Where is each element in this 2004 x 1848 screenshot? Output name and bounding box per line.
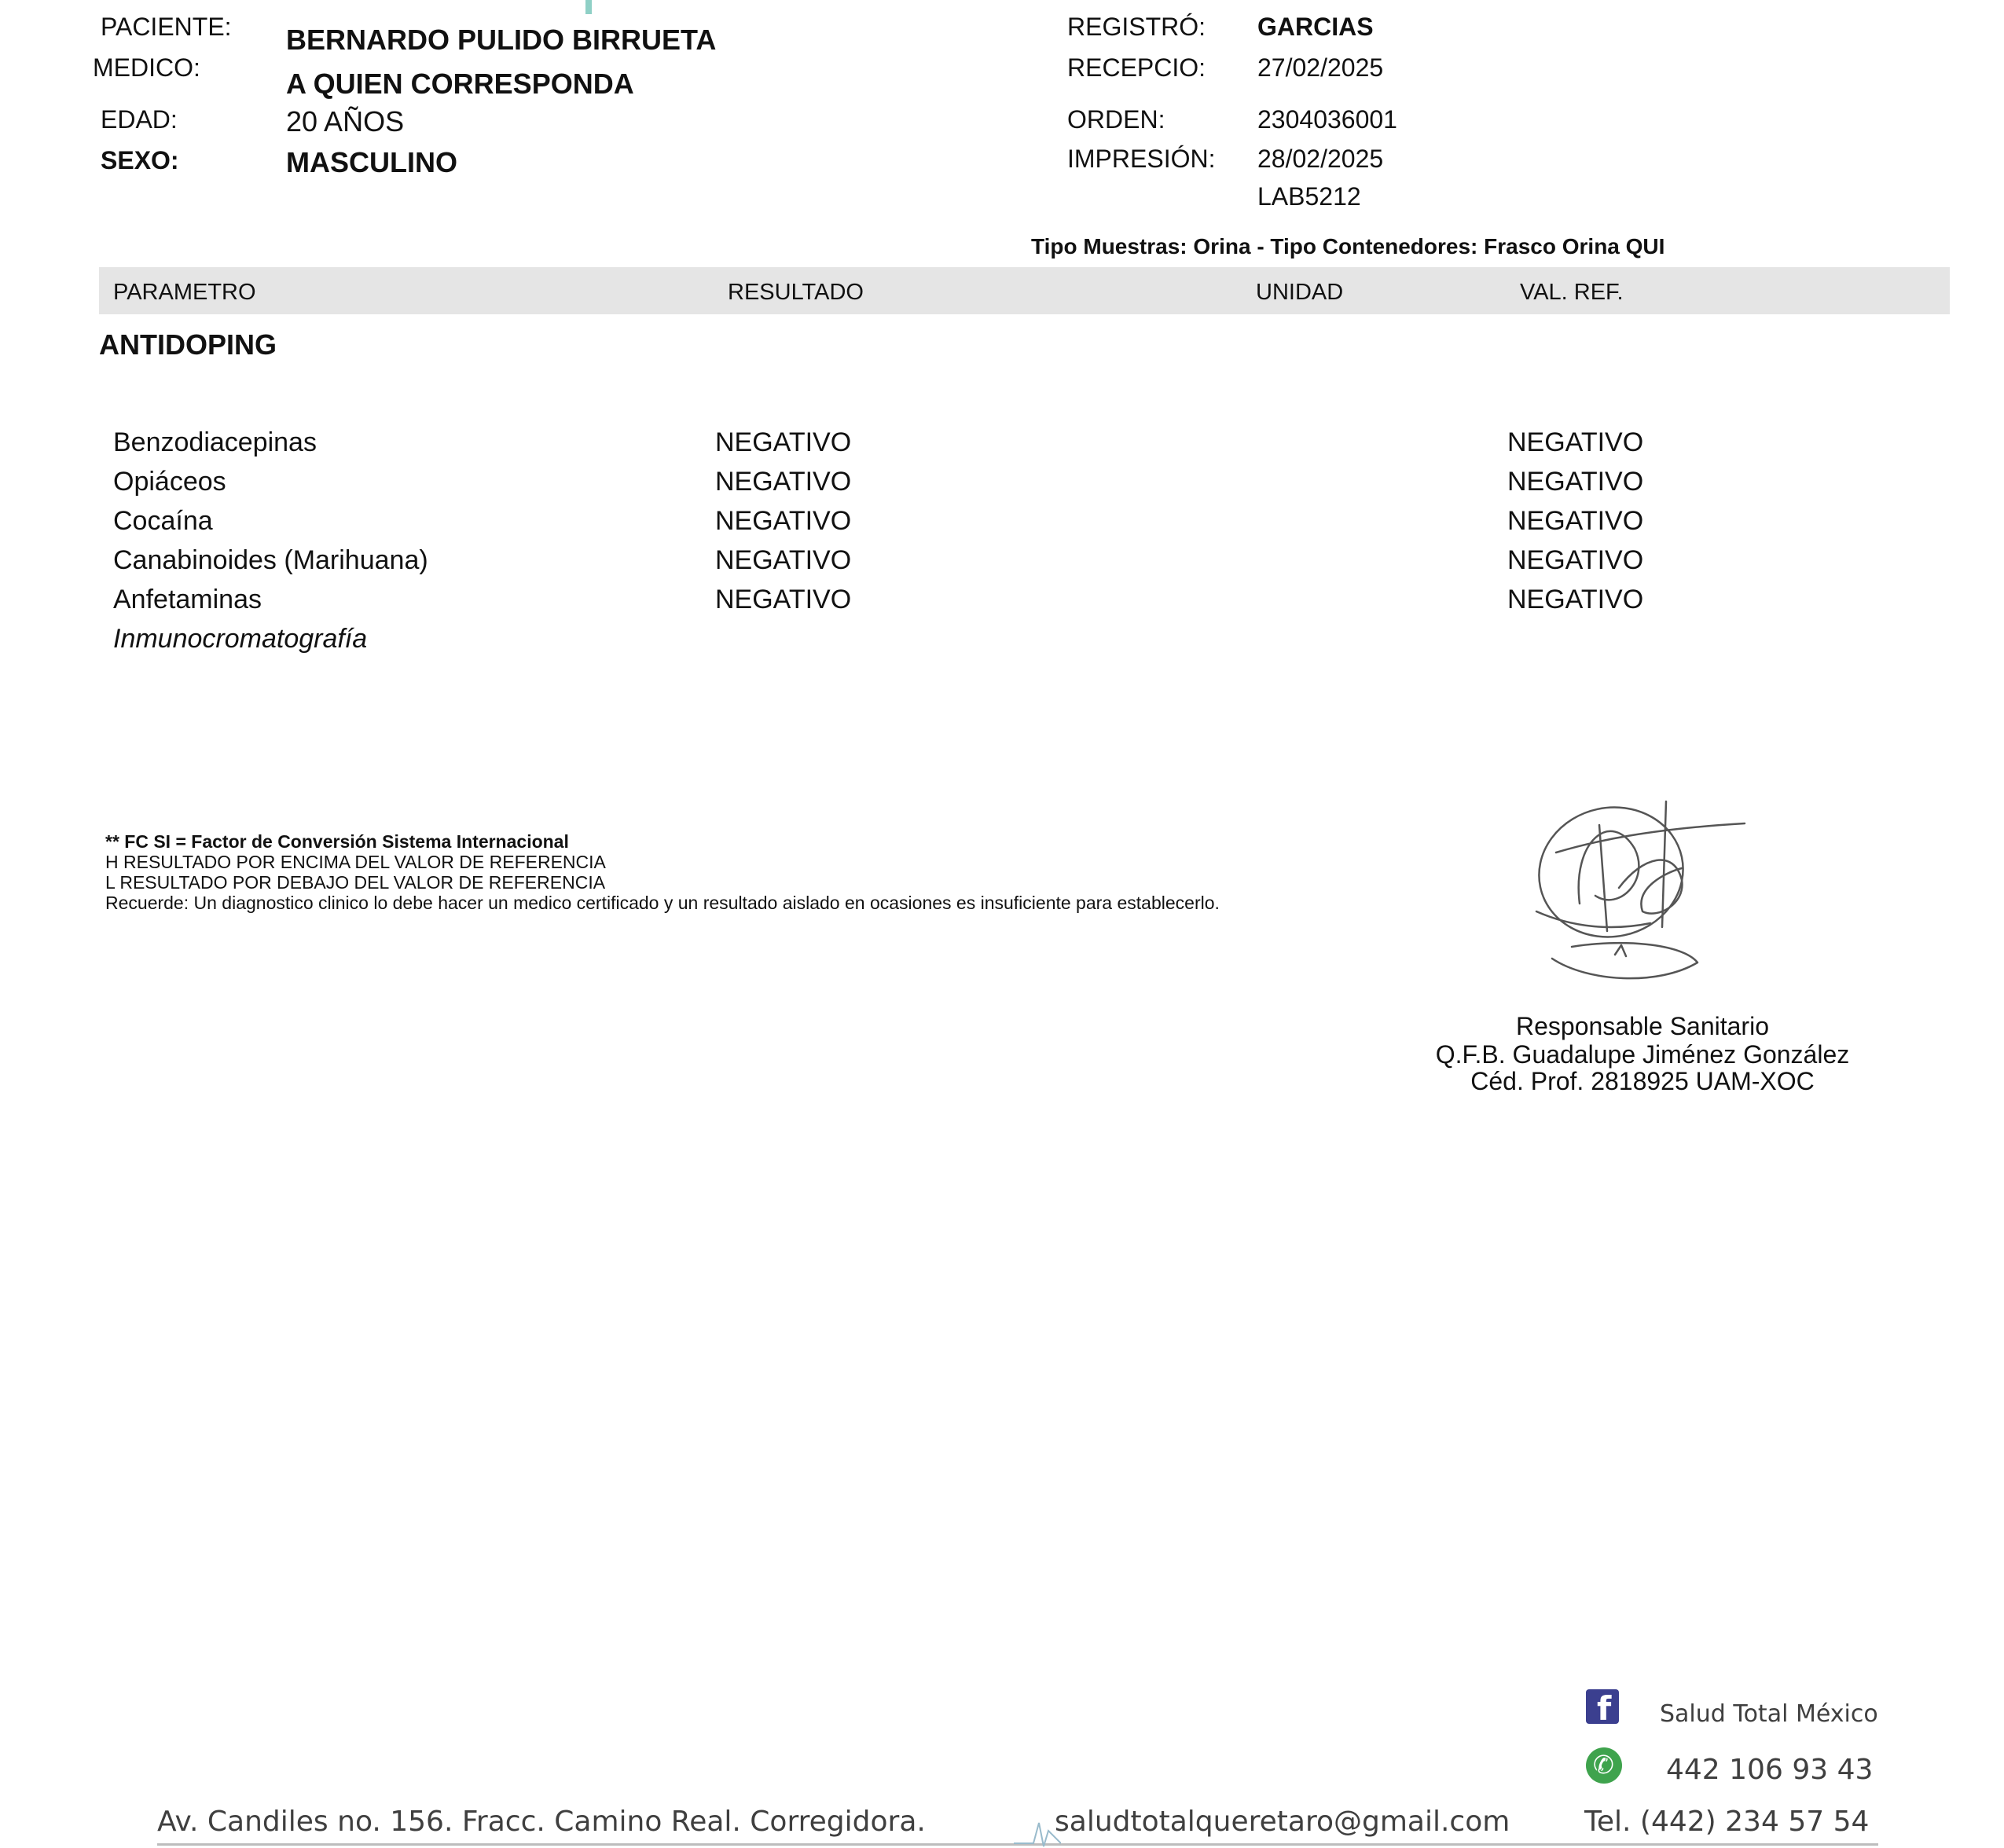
row-result: NEGATIVO bbox=[715, 467, 852, 497]
footer-email: saludtotalqueretaro@gmail.com bbox=[1055, 1806, 1510, 1838]
table-header-bar bbox=[99, 267, 1950, 314]
row-ref: NEGATIVO bbox=[1507, 545, 1644, 575]
row-ref: NEGATIVO bbox=[1507, 506, 1644, 536]
section-title: ANTIDOPING bbox=[99, 328, 277, 361]
doctor-label: MEDICO: bbox=[93, 53, 200, 82]
sex-label: SEXO: bbox=[101, 146, 179, 174]
order-number: 2304036001 bbox=[1257, 105, 1397, 134]
header-unit: UNIDAD bbox=[1256, 280, 1344, 305]
note-fc-si: ** FC SI = Factor de Conversión Sistema Internacional bbox=[105, 831, 569, 852]
note-disclaimer: Recuerde: Un diagnostico clinico lo debe hacer un medico certificado y un resultado aislado en ocasiones es insuficiente para establecerlo. bbox=[105, 893, 1220, 913]
row-parameter: Benzodiacepinas bbox=[113, 427, 317, 457]
age-label: EDAD: bbox=[101, 105, 178, 134]
whatsapp-icon: ✆ bbox=[1586, 1747, 1622, 1784]
row-result: NEGATIVO bbox=[715, 585, 852, 614]
lab-code: LAB5212 bbox=[1257, 182, 1361, 211]
row-parameter: Opiáceos bbox=[113, 467, 226, 497]
printed-label: IMPRESIÓN: bbox=[1067, 145, 1216, 173]
facebook-name: Salud Total México bbox=[1660, 1700, 1878, 1728]
facebook-icon: f bbox=[1586, 1689, 1619, 1724]
printed-date: 28/02/2025 bbox=[1257, 145, 1384, 173]
sample-info: Tipo Muestras: Orina - Tipo Contenedores: Frasco Orina QUI bbox=[1031, 234, 1665, 258]
doctor-name: A QUIEN CORRESPONDA bbox=[286, 68, 634, 100]
pulse-line-icon bbox=[1014, 1807, 1061, 1848]
row-parameter: Anfetaminas bbox=[113, 585, 262, 614]
received-date: 27/02/2025 bbox=[1257, 53, 1384, 82]
header-parameter: PARAMETRO bbox=[113, 280, 256, 305]
signatory-name: Q.F.B. Guadalupe Jiménez González bbox=[1435, 1040, 1850, 1069]
header-ref: VAL. REF. bbox=[1520, 280, 1624, 305]
signatory-title: Responsable Sanitario bbox=[1516, 1012, 1769, 1040]
row-parameter: Canabinoides (Marihuana) bbox=[113, 545, 428, 575]
note-high: H RESULTADO POR ENCIMA DEL VALOR DE REFERENCIA bbox=[105, 852, 606, 872]
row-ref: NEGATIVO bbox=[1507, 427, 1644, 457]
method-note: Inmunocromatografía bbox=[113, 624, 368, 654]
registered-value: GARCIAS bbox=[1257, 13, 1374, 41]
registered-label: REGISTRÓ: bbox=[1067, 13, 1206, 41]
row-result: NEGATIVO bbox=[715, 506, 852, 536]
row-result: NEGATIVO bbox=[715, 427, 852, 457]
logo-fragment bbox=[585, 0, 592, 14]
signatory-license: Céd. Prof. 2818925 UAM-XOC bbox=[1470, 1067, 1815, 1095]
sex-value: MASCULINO bbox=[286, 146, 457, 178]
order-label: ORDEN: bbox=[1067, 105, 1165, 134]
whatsapp-number: 442 106 93 43 bbox=[1666, 1754, 1874, 1786]
footer-phone: Tel. (442) 234 57 54 bbox=[1584, 1806, 1870, 1838]
header-result: RESULTADO bbox=[728, 280, 864, 305]
row-ref: NEGATIVO bbox=[1507, 467, 1644, 497]
footer-address: Av. Candiles no. 156. Fracc. Camino Real. Corregidora. bbox=[157, 1806, 926, 1838]
row-parameter: Cocaína bbox=[113, 506, 213, 536]
note-low: L RESULTADO POR DEBAJO DEL VALOR DE REFERENCIA bbox=[105, 872, 606, 893]
age-value: 20 AÑOS bbox=[286, 105, 405, 138]
signature-image bbox=[1525, 794, 1768, 990]
patient-label: PACIENTE: bbox=[101, 13, 232, 41]
patient-name: BERNARDO PULIDO BIRRUETA bbox=[286, 24, 717, 56]
row-ref: NEGATIVO bbox=[1507, 585, 1644, 614]
row-result: NEGATIVO bbox=[715, 545, 852, 575]
received-label: RECEPCIO: bbox=[1067, 53, 1206, 82]
